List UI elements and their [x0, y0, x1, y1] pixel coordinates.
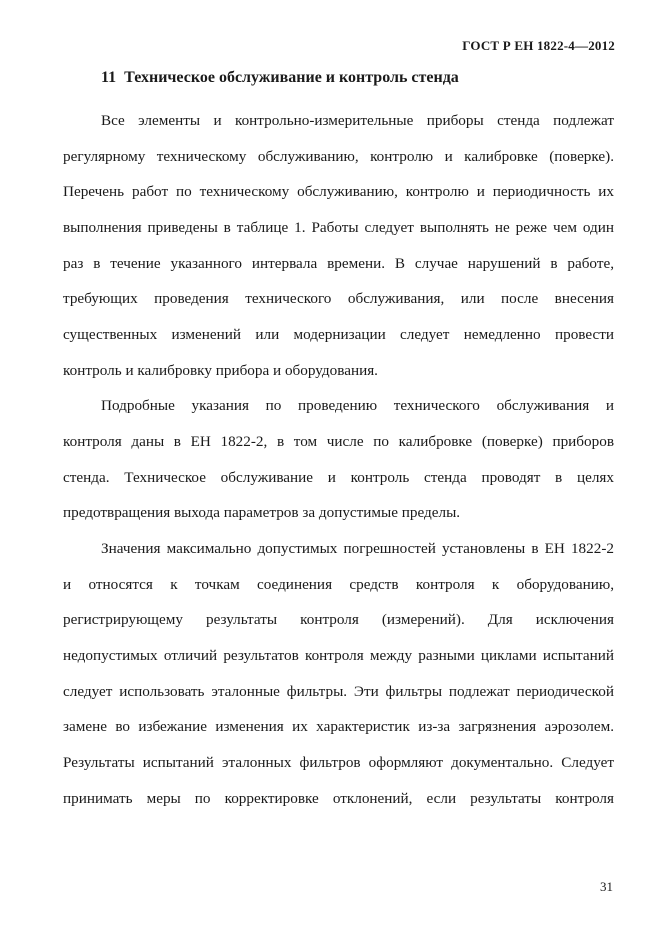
paragraph-3-line-8: принимать меры по корректировке отклонений, если результаты контроля	[63, 790, 614, 807]
paragraph-2-line-4: предотвращения выхода параметров за допустимые пределы.	[63, 504, 461, 521]
paragraph-1-line-6: требующих проведения технического обслуживания, или после внесения	[63, 290, 614, 307]
paragraph-2-line-1: Подробные указания по проведению технического обслуживания и	[101, 397, 614, 414]
paragraph-1-line-2: регулярному техническому обслуживанию, контролю и калибровке (поверке).	[63, 148, 614, 165]
paragraph-2-line-3: стенда. Техническое обслуживание и контроль стенда проводят в целях	[63, 469, 614, 486]
section-number: 11	[101, 69, 117, 86]
paragraph-3-line-4: недопустимых отличий результатов контроля между разными циклами испытаний	[63, 647, 614, 664]
paragraph-1-line-1: Все элементы и контрольно-измерительные приборы стенда подлежат	[101, 112, 614, 129]
paragraph-3-line-7: Результаты испытаний эталонных фильтров оформляют документально. Следует	[63, 754, 614, 771]
paragraph-1-line-5: раз в течение указанного интервала времени. В случае нарушений в работе,	[63, 255, 614, 272]
section-title: Техническое обслуживание и контроль стенда	[124, 69, 459, 86]
paragraph-1-line-3: Перечень работ по техническому обслуживанию, контролю и периодичность их	[63, 183, 614, 200]
paragraph-1-line-7: существенных изменений или модернизации следует немедленно провести	[63, 326, 614, 343]
section-heading	[101, 69, 459, 87]
standard-code-header: ГОСТ Р ЕН 1822-4—2012	[462, 38, 615, 53]
paragraph-1-line-4: выполнения приведены в таблице 1. Работы следует выполнять не реже чем один	[63, 219, 614, 236]
paragraph-1-line-8: контроль и калибровку прибора и оборудования.	[63, 362, 378, 379]
paragraph-3-line-1: Значения максимально допустимых погрешностей установлены в ЕН 1822-2	[101, 540, 614, 557]
paragraph-3-line-2: и относятся к точкам соединения средств контроля к оборудованию,	[63, 576, 614, 593]
paragraph-3-line-6: замене во избежание изменения их характеристик из-за загрязнения аэрозолем.	[63, 718, 614, 735]
paragraph-2-line-2: контроля даны в ЕН 1822-2, в том числе по калибровке (поверке) приборов	[63, 433, 614, 450]
paragraph-3-line-3: регистрирующему результаты контроля (измерений). Для исключения	[63, 611, 614, 628]
paragraph-3-line-5: следует использовать эталонные фильтры. Эти фильтры подлежат периодической	[63, 683, 614, 700]
page-number: 31	[600, 879, 613, 894]
